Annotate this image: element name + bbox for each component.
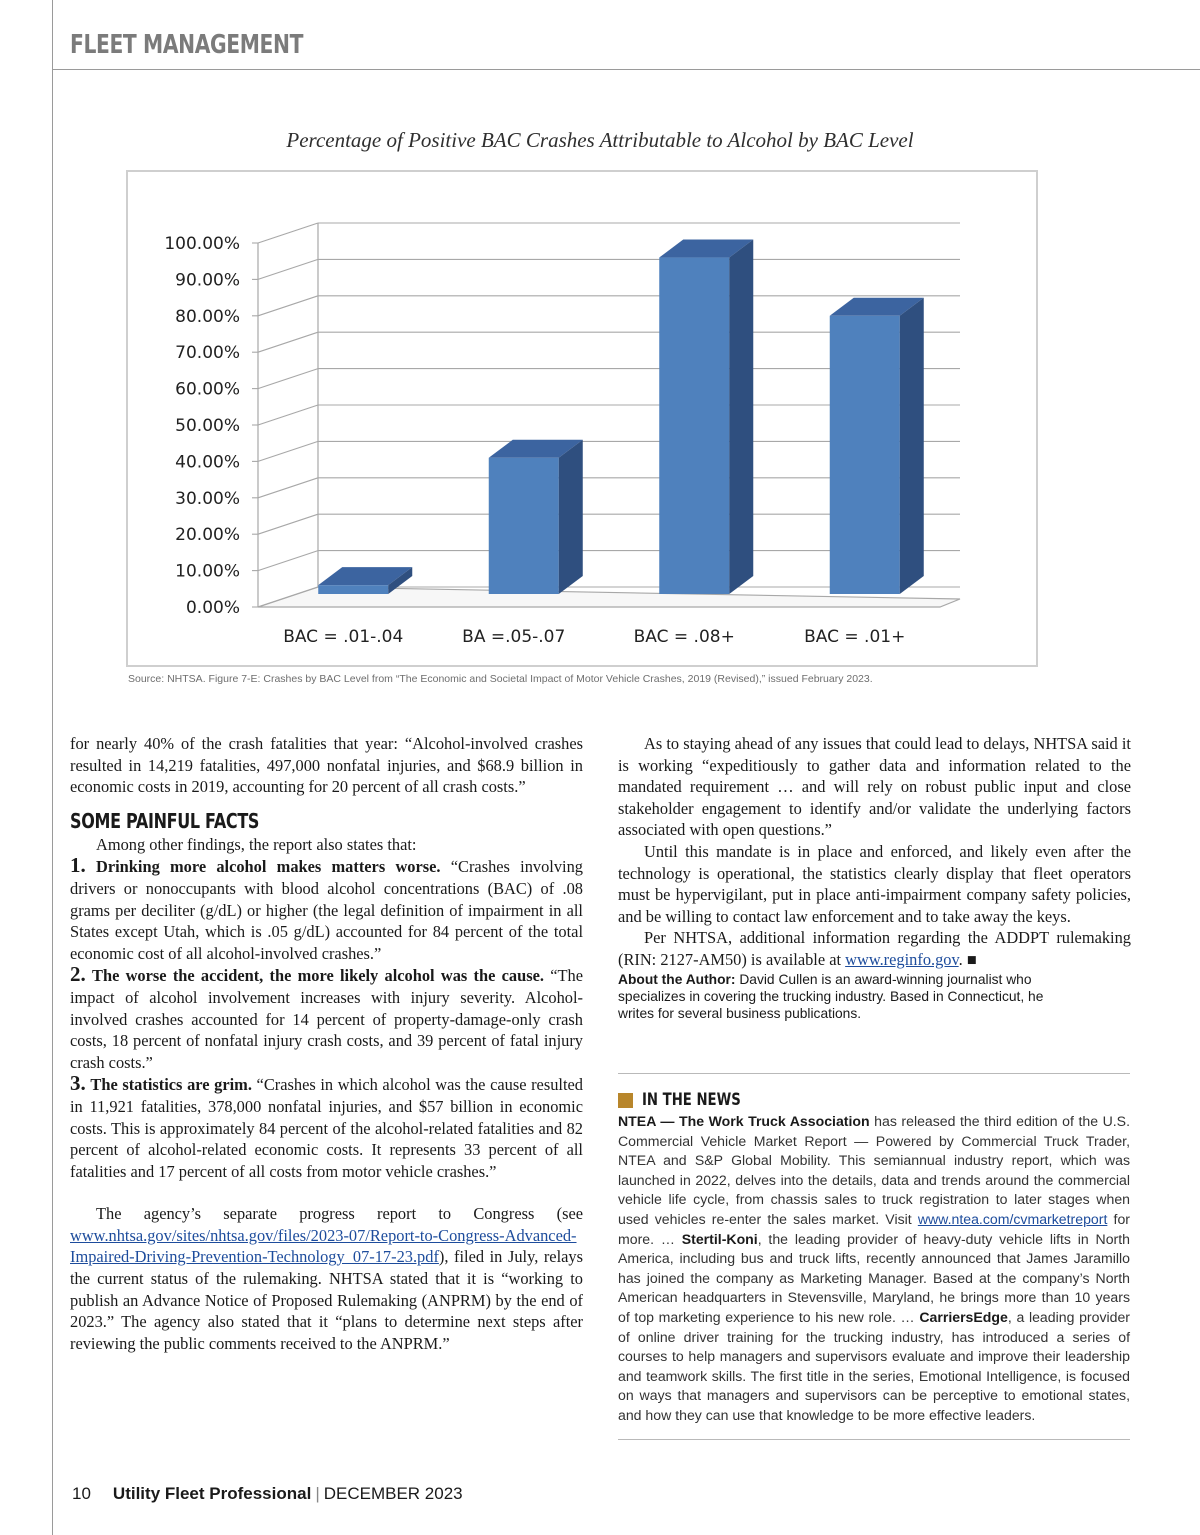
x-category-label: BA =.05-.07 — [462, 627, 566, 647]
news-body — [618, 1112, 1130, 1426]
y-tick-label: 0.00% — [185, 598, 240, 618]
bar — [659, 258, 729, 594]
bar-side — [559, 440, 583, 594]
chart-source: Source: NHTSA. Figure 7-E: Crashes by BAC Level from “The Economic and Societal Impact of Motor Vehicle Crashes, 2019 (Revised),” issued February 2023. — [128, 673, 873, 685]
progress-text-after: ), filed in July, relays the current status of the rulemaking. NHTSA stated that it is “working to publish an Advance Notice of Proposed Rulemaking (ANPRM) by the end of 2023.” The agency also stated that it “plans to determine next steps after reviewing the public comments received to the ANPRM.” — [70, 1247, 583, 1353]
x-category-label: BAC = .08+ — [633, 627, 735, 647]
y-tick-label: 30.00% — [175, 488, 240, 509]
y-tick-label: 90.00% — [175, 270, 240, 291]
author-text: David Cullen is an award-winning journalist who specializes in covering the trucking industry. Based in Connecticut, he writes for several business publications. — [618, 971, 1044, 1021]
x-category-label: BAC = .01-.04 — [283, 627, 404, 647]
y-tick-label: 80.00% — [175, 306, 240, 327]
news-text: for more. … — [618, 1210, 1130, 1247]
news-text: , the leading provider of heavy-duty vehicle lifts in North America, including bus and truck lifts, recently announced that James Jaramillo has joined the company as Marketing Manager. Based at the company’s North American headquarters in Stevensville, Maryland, he brings more than 10 years of top marketing experience to his new role. … — [618, 1230, 1131, 1325]
gridline-diagonal — [258, 259, 318, 279]
ntea-link[interactable]: www.ntea.com/cvmarketreport — [917, 1210, 1108, 1227]
left-column — [70, 733, 583, 1354]
y-tick-label: 20.00% — [175, 525, 240, 546]
gridline-diagonal — [258, 405, 318, 425]
y-tick-label: 40.00% — [175, 452, 240, 473]
reginfo-text-before: Per NHTSA, additional information regarding the ADDPT rulemaking (RIN: 2127-AM50) is available at — [618, 928, 1131, 969]
gridline-diagonal — [258, 551, 318, 571]
bar — [830, 316, 900, 594]
reginfo-text-after: . ■ — [958, 949, 977, 969]
news-text: has released the third edition of the U.S. Commercial Vehicle Market Report — Powered by Commercial Truck Trader, NTEA and S&P Global Mobility. This semiannual industry report, which was launched in 2022, delves into the details, data and trends around the commercial vehicle life cycle, from chassis sales to truck registration to later stages when used vehicles re-enter the sales market. Visit — [618, 1113, 1130, 1227]
author-label: About the Author: — [618, 971, 736, 987]
news-company-carriersedge: CarriersEdge — [919, 1308, 1008, 1325]
bar — [318, 585, 388, 594]
gridline-diagonal — [258, 478, 318, 498]
fact-2 — [70, 964, 583, 1073]
progress-text-before: The agency’s separate progress report to Congress (see — [96, 1204, 583, 1224]
news-text: , a leading provider of online driver training for the trucking industry, has introduced a series of courses to help managers and supervisors evaluate and improve their leadership and teamwork skills. The first title in the series, Emotional Intelligence, is focused on ways that managers and supervisors can be perceptive to emotional states, and how they can use that knowledge to be more effective leaders. — [618, 1308, 1130, 1423]
news-company-ntea: NTEA — The Work Truck Association — [618, 1113, 870, 1129]
gridline-diagonal — [258, 332, 318, 352]
news-top-rule — [618, 1073, 1130, 1074]
y-tick-label: 100.00% — [164, 234, 240, 254]
fact-text: “Crashes in which alcohol was the cause resulted in 11,921 fatalities, 378,000 nonfatal injuries, and $57 billion in economic costs. This is approximately 84 percent of the alcohol-related fatalities and 82 percent of alcohol-related economic costs. It represents 33 percent of all fatalities and 17 percent of all costs from motor vehicle crashes.” — [70, 1075, 583, 1181]
news-bottom-rule — [618, 1439, 1130, 1440]
gridline-diagonal — [258, 296, 318, 316]
news-square-icon — [618, 1093, 633, 1108]
fact-3 — [70, 1073, 583, 1182]
issue-date: DECEMBER 2023 — [323, 1484, 463, 1503]
y-tick-label: 60.00% — [175, 379, 240, 400]
nhtsa-report-link[interactable]: www.nhtsa.gov/sites/nhtsa.gov/files/2023-07/Report-to-Congress-Advanced-Impaired-Driving-Prevention-Technology_07-17-23.pdf — [70, 1225, 577, 1267]
x-category-label: BAC = .01+ — [804, 627, 906, 647]
gridline-diagonal — [258, 441, 318, 461]
fact-1 — [70, 855, 583, 964]
fact-number: 1. — [70, 853, 86, 878]
bar-chart — [0, 0, 1200, 700]
bar-side — [729, 240, 753, 594]
fact-number: 2. — [70, 962, 86, 987]
page-footer — [72, 1484, 463, 1504]
section-title: FLEET MANAGEMENT — [70, 30, 304, 60]
y-tick-label: 70.00% — [175, 343, 240, 364]
findings-intro: Among other findings, the report also states that: — [96, 834, 417, 854]
spacer — [70, 1182, 583, 1203]
paragraph-mandate: Until this mandate is in place and enforced, and likely even after the technology is operational, the statistics clearly display that fleet operators must be hypervigilant, put in place anti-impairment company safety policies, and be willing to contact law enforcement and to take away the keys. — [618, 841, 1131, 926]
news-title: IN THE NEWS — [642, 1090, 741, 1110]
gridline-diagonal — [258, 514, 318, 534]
chart-title: Percentage of Positive BAC Crashes Attributable to Alcohol by BAC Level — [286, 128, 914, 152]
news-header — [618, 1090, 769, 1110]
intro-paragraph: for nearly 40% of the crash fatalities that year: “Alcohol-involved crashes resulted in 14,219 fatalities, 497,000 nonfatal injuries, and $68.9 billion in economic costs in 2019, accounting for 20 percent of all crash costs.” — [70, 734, 583, 797]
fact-text: “Crashes involving drivers or nonoccupants with blood alcohol concentrations (BAC) of .08 grams per deciliter (g/dL) or higher (the legal definition of impairment in all States except Utah, which is .05 g/dL) accounted for 84 percent of the total economic cost of all alcohol-involved crashes.” — [70, 857, 583, 963]
fact-text: “The impact of alcohol involvement increases with injury severity. Alcohol-involved crashes accounted for 14 percent of property-damage-only crash costs, 18 percent of nonfatal injury crash costs, and 39 percent of fatal injury crash costs.” — [70, 966, 583, 1072]
reginfo-link[interactable]: www.reginfo.gov — [845, 949, 959, 969]
news-company-stertil: Stertil-Koni — [681, 1230, 758, 1247]
y-tick-label: 10.00% — [175, 561, 240, 582]
bar — [489, 458, 559, 594]
about-author — [618, 971, 1063, 1022]
subhead-painful-facts: SOME PAINFUL FACTS — [70, 808, 260, 833]
fact-number: 3. — [70, 1071, 86, 1096]
publication-name: Utility Fleet Professional — [112, 1484, 312, 1503]
footer-separator: | — [315, 1484, 320, 1503]
gridline-diagonal — [258, 369, 318, 389]
page-number: 10 — [72, 1484, 91, 1503]
y-tick-label: 50.00% — [175, 416, 240, 436]
fact-lead: The worse the accident, the more likely alcohol was the cause. — [92, 966, 544, 986]
bar-side — [900, 298, 924, 594]
fact-lead: Drinking more alcohol makes matters worse. — [96, 857, 441, 877]
right-column — [618, 733, 1131, 1022]
gridline-diagonal — [258, 223, 318, 243]
paragraph-reginfo — [618, 927, 1131, 970]
progress-paragraph — [70, 1203, 583, 1354]
paragraph-expeditiously: As to staying ahead of any issues that could lead to delays, NHTSA said it is working “expeditiously to gather data and information related to the mandated requirement … and will rely on robust public input and close stakeholder engagement to identify and/or validate the underlying factors associated with open questions.” — [618, 734, 1131, 840]
fact-lead: The statistics are grim. — [90, 1075, 252, 1095]
